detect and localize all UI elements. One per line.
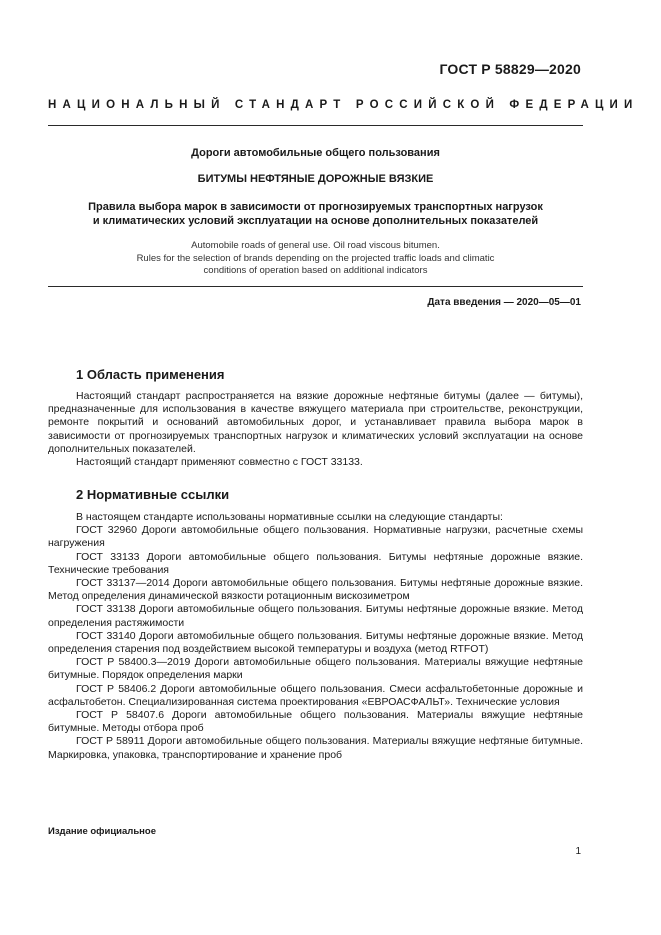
reference-item: ГОСТ Р 58406.2 Дороги автомобильные общего пользования. Смеси асфальтобетонные дорожные и асфальтобетон. Специализированная система проектирования «ЕВРОАСФАЛЬТ». Технические условия [48,682,583,708]
header-divider [48,125,583,126]
section-1-heading: 1 Область применения [76,367,225,382]
reference-item: ГОСТ 32960 Дороги автомобильные общего пользования. Нормативные нагрузки, расчетные схемы нагружения [48,524,583,550]
section-2-heading: 2 Нормативные ссылки [76,487,230,502]
subtitle-line: и климатических условий эксплуатации на основе дополнительных показателей [92,214,539,227]
title-english [48,240,583,278]
reference-item: ГОСТ 33133 Дороги автомобильные общего пользования. Битумы нефтяные дорожные вязкие. Технические требования [48,550,583,576]
introduction-date: Дата введения — 2020—05—01 [427,297,581,308]
title-subtitle [48,201,583,228]
english-title-line: Rules for the selection of brands depending on the projected traffic loads and climatic [136,252,495,264]
national-standard-heading: НАЦИОНАЛЬНЫЙ СТАНДАРТ РОССИЙСКОЙ ФЕДЕРАЦИИ [48,99,639,111]
reference-item: ГОСТ 33137—2014 Дороги автомобильные общего пользования. Битумы нефтяные дорожные вязкие. Метод определения динамической вязкости ротационным вискозиметром [48,577,583,603]
english-title-line: Automobile roads of general use. Oil road viscous bitumen. [191,240,440,251]
reference-item: ГОСТ Р 58400.3—2019 Дороги автомобильные общего пользования. Материалы вяжущие нефтяные битумные. Порядок определения марки [48,656,583,682]
reference-item: ГОСТ Р 58407.6 Дороги автомобильные общего пользования. Материалы вяжущие нефтяные битумные. Методы отбора проб [48,709,583,735]
reference-item: ГОСТ Р 58911 Дороги автомобильные общего пользования. Материалы вяжущие нефтяные битумные. Маркировка, упаковка, транспортирование и хранение проб [48,735,583,761]
title-divider [48,286,583,287]
gost-number: ГОСТ Р 58829—2020 [439,61,581,77]
reference-item: ГОСТ 33140 Дороги автомобильные общего пользования. Битумы нефтяные дорожные вязкие. Метод определения старения под воздействием высокой температуры и воздуха (метод RTFOT) [48,629,583,656]
title-bitumen: БИТУМЫ НЕФТЯНЫЕ ДОРОЖНЫЕ ВЯЗКИЕ [197,173,434,185]
section-2-body [48,511,583,762]
paragraph: Настоящий стандарт применяют совместно с ГОСТ 33133. [76,456,363,469]
official-edition-note: Издание официальное [48,826,156,837]
english-title-line: conditions of operation based on additional indicators [203,265,428,276]
paragraph: Настоящий стандарт распространяется на вязкие дорожные нефтяные битумы (далее — битумы), предназначенные для использования в качестве вяжущего материала при строительстве, реконструкции, ремонте покрытий и оснований автомобильных дорог, и устанавливает правила выбора марок в зависимости от прогнозируемых транспортных нагрузок и климатических условий эксплуатации на основе дополнительных показателей. [48,390,583,455]
paragraph: В настоящем стандарте использованы нормативные ссылки на следующие стандарты: [76,511,503,523]
section-1-body [48,390,583,469]
page-number: 1 [575,846,581,857]
reference-item: ГОСТ 33138 Дороги автомобильные общего пользования. Битумы нефтяные дорожные вязкие. Метод определения растяжимости [48,603,583,629]
title-roads: Дороги автомобильные общего пользования [191,147,440,159]
subtitle-line: Правила выбора марок в зависимости от прогнозируемых транспортных нагрузок [88,201,543,213]
